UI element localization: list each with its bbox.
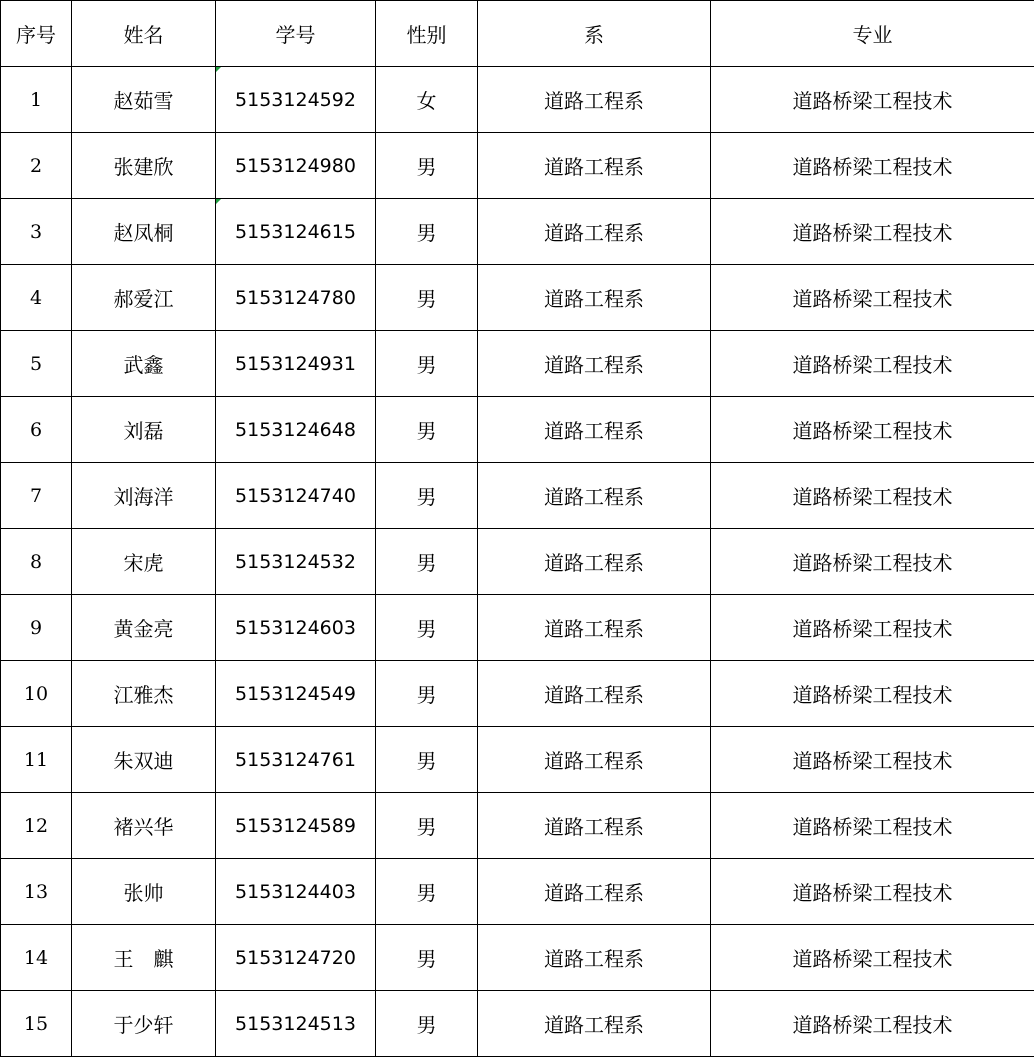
cell-student-id: 5153124532: [216, 529, 376, 595]
cell-student-id: 5153124761: [216, 727, 376, 793]
cell-seq: 15: [1, 991, 72, 1057]
cell-student-id: 5153124603: [216, 595, 376, 661]
cell-student-id: 5153124980: [216, 133, 376, 199]
cell-student-id: 5153124648: [216, 397, 376, 463]
table-row: [1, 199, 1034, 265]
cell-department: 道路工程系: [478, 133, 711, 199]
cell-student-id: 5153124780: [216, 265, 376, 331]
table-row: [1, 397, 1034, 463]
cell-name: 武鑫: [72, 331, 216, 397]
cell-gender: 男: [376, 331, 478, 397]
cell-major: 道路桥梁工程技术: [711, 661, 1034, 727]
table-row: [1, 661, 1034, 727]
cell-department: 道路工程系: [478, 595, 711, 661]
cell-student-id: 5153124403: [216, 859, 376, 925]
cell-gender: 男: [376, 595, 478, 661]
cell-student-id: 5153124589: [216, 793, 376, 859]
cell-gender: 男: [376, 991, 478, 1057]
cell-gender: 男: [376, 529, 478, 595]
cell-student-id: 5153124740: [216, 463, 376, 529]
cell-name: 王 麒: [72, 925, 216, 991]
cell-major: 道路桥梁工程技术: [711, 727, 1034, 793]
table-row: [1, 991, 1034, 1057]
cell-seq: 14: [1, 925, 72, 991]
cell-student-id: 5153124513: [216, 991, 376, 1057]
cell-seq: 6: [1, 397, 72, 463]
table-row: [1, 133, 1034, 199]
cell-major: 道路桥梁工程技术: [711, 991, 1034, 1057]
cell-major: 道路桥梁工程技术: [711, 529, 1034, 595]
table-row: [1, 529, 1034, 595]
cell-seq: 11: [1, 727, 72, 793]
header-seq: 序号: [1, 1, 72, 67]
header-name: 姓名: [72, 1, 216, 67]
cell-department: 道路工程系: [478, 925, 711, 991]
table-row: [1, 925, 1034, 991]
cell-gender: 男: [376, 463, 478, 529]
cell-name: 黄金亮: [72, 595, 216, 661]
table-header: [1, 1, 1034, 67]
cell-seq: 5: [1, 331, 72, 397]
cell-major: 道路桥梁工程技术: [711, 199, 1034, 265]
cell-gender: 男: [376, 397, 478, 463]
cell-gender: 男: [376, 793, 478, 859]
cell-major: 道路桥梁工程技术: [711, 859, 1034, 925]
cell-major: 道路桥梁工程技术: [711, 595, 1034, 661]
cell-department: 道路工程系: [478, 529, 711, 595]
cell-name: 朱双迪: [72, 727, 216, 793]
cell-student-id: 5153124615: [216, 199, 376, 265]
cell-department: 道路工程系: [478, 991, 711, 1057]
cell-seq: 7: [1, 463, 72, 529]
cell-name: 宋虎: [72, 529, 216, 595]
header-gender: 性别: [376, 1, 478, 67]
cell-name: 张建欣: [72, 133, 216, 199]
cell-major: 道路桥梁工程技术: [711, 67, 1034, 133]
cell-gender: 女: [376, 67, 478, 133]
cell-name: 刘海洋: [72, 463, 216, 529]
cell-name: 赵茹雪: [72, 67, 216, 133]
table-row: [1, 727, 1034, 793]
cell-gender: 男: [376, 133, 478, 199]
table-body: [1, 67, 1034, 1057]
cell-seq: 1: [1, 67, 72, 133]
cell-seq: 12: [1, 793, 72, 859]
cell-seq: 4: [1, 265, 72, 331]
cell-gender: 男: [376, 727, 478, 793]
cell-major: 道路桥梁工程技术: [711, 331, 1034, 397]
cell-major: 道路桥梁工程技术: [711, 133, 1034, 199]
table-row: [1, 265, 1034, 331]
cell-name: 张帅: [72, 859, 216, 925]
cell-student-id: 5153124720: [216, 925, 376, 991]
cell-major: 道路桥梁工程技术: [711, 463, 1034, 529]
table-row: [1, 67, 1034, 133]
cell-department: 道路工程系: [478, 265, 711, 331]
cell-name: 刘磊: [72, 397, 216, 463]
cell-name: 江雅杰: [72, 661, 216, 727]
cell-name: 赵凤桐: [72, 199, 216, 265]
cell-department: 道路工程系: [478, 397, 711, 463]
cell-department: 道路工程系: [478, 727, 711, 793]
cell-department: 道路工程系: [478, 463, 711, 529]
cell-major: 道路桥梁工程技术: [711, 265, 1034, 331]
cell-major: 道路桥梁工程技术: [711, 793, 1034, 859]
table-row: [1, 793, 1034, 859]
cell-name: 于少轩: [72, 991, 216, 1057]
header-major: 专业: [711, 1, 1034, 67]
cell-seq: 2: [1, 133, 72, 199]
cell-major: 道路桥梁工程技术: [711, 397, 1034, 463]
table-row: [1, 463, 1034, 529]
header-student-id: 学号: [216, 1, 376, 67]
header-department: 系: [478, 1, 711, 67]
cell-department: 道路工程系: [478, 661, 711, 727]
cell-student-id: 5153124931: [216, 331, 376, 397]
cell-student-id: 5153124549: [216, 661, 376, 727]
table-row: [1, 859, 1034, 925]
cell-seq: 10: [1, 661, 72, 727]
cell-major: 道路桥梁工程技术: [711, 925, 1034, 991]
cell-seq: 9: [1, 595, 72, 661]
cell-gender: 男: [376, 661, 478, 727]
cell-department: 道路工程系: [478, 859, 711, 925]
cell-seq: 3: [1, 199, 72, 265]
cell-gender: 男: [376, 925, 478, 991]
cell-gender: 男: [376, 265, 478, 331]
cell-department: 道路工程系: [478, 67, 711, 133]
cell-student-id: 5153124592: [216, 67, 376, 133]
cell-seq: 13: [1, 859, 72, 925]
cell-gender: 男: [376, 199, 478, 265]
cell-department: 道路工程系: [478, 793, 711, 859]
cell-name: 褚兴华: [72, 793, 216, 859]
cell-department: 道路工程系: [478, 331, 711, 397]
cell-department: 道路工程系: [478, 199, 711, 265]
cell-name: 郝爱江: [72, 265, 216, 331]
cell-gender: 男: [376, 859, 478, 925]
table-row: [1, 331, 1034, 397]
header-row: [1, 1, 1034, 67]
cell-seq: 8: [1, 529, 72, 595]
table-row: [1, 595, 1034, 661]
